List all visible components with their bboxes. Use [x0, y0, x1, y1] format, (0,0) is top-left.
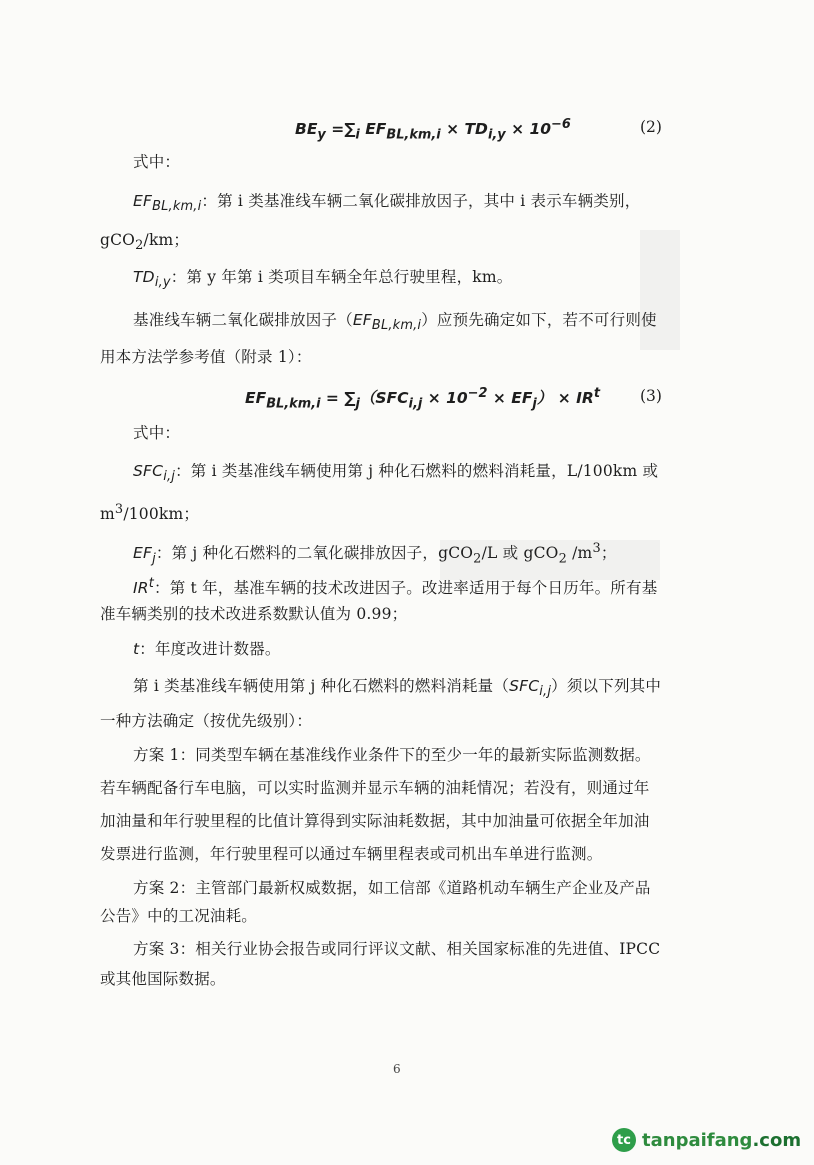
tanpaifang-logo-icon: tc: [612, 1128, 636, 1152]
definition-ef-bl-unit: gCO$_2$/km；: [100, 231, 190, 254]
option2-line2: 公告》中的工况油耗。: [100, 907, 258, 925]
formula-2: $BE_y =\sum_i$ $EF_{BL,km,i} \times TD_{i,y} \times 10^{-6}$: [295, 117, 571, 143]
equation-number-2: (2): [640, 118, 662, 136]
option1-line4: 发票进行监测，年行驶里程可以通过车辆里程表或司机出车单进行监测。: [100, 845, 603, 863]
option3-line2: 或其他国际数据。: [100, 970, 226, 988]
page-number: 6: [393, 1062, 401, 1076]
definition-sfc: $SFC_{i,j}$：第 i 类基准线车辆使用第 j 种化石燃料的燃料消耗量，L/100km 或: [133, 462, 659, 485]
paragraph-sfc-line2: 一种方法确定（按优先级别）：: [100, 712, 313, 730]
option1-line2: 若车辆配备行车电脑，可以实时监测并显示车辆的油耗情况；若没有，则通过年: [100, 779, 650, 797]
definition-ir-line2: 准车辆类别的技术改进系数默认值为 0.99；: [100, 605, 408, 623]
paragraph-baseline-line2: 用本方法学参考值（附录 1）：: [100, 348, 312, 366]
option3-line1: 方案 3：相关行业协会报告或同行评议文献、相关国家标准的先进值、IPCC: [133, 940, 661, 958]
where-label: 式中：: [133, 153, 181, 171]
where-label: 式中：: [133, 424, 181, 442]
definition-ir: $IR^t$：第 t 年，基准车辆的技术改进因子。改进率适用于每个日历年。所有基: [133, 576, 658, 598]
option1-line1: 方案 1：同类型车辆在基准线作业条件下的至少一年的最新实际监测数据。: [133, 746, 651, 764]
paragraph-sfc-line1: 第 i 类基准线车辆使用第 j 种化石燃料的燃料消耗量$(SFC_{i,j})$须以下列其中: [133, 677, 662, 700]
definition-ef-bl: $EF_{BL,km,i}$：第 i 类基准线车辆二氧化碳排放因子，其中 i 表示车辆类别，: [133, 192, 641, 215]
definition-t: t：年度改进计数器。: [133, 640, 281, 658]
definition-td: $TD_{i,y}$：第 y 年第 i 类项目车辆全年总行驶里程，km。: [133, 268, 513, 291]
watermark: [612, 1128, 801, 1152]
watermark-text: tanpaifang.com: [642, 1129, 802, 1151]
formula-3: $EF_{BL,km,i} = \sum_j(SFC_{i,j} \times 10^{-2} \times EF_j) \times IR^t$: [245, 386, 601, 412]
definition-ef-j: $EF_j$：第 j 种化石燃料的二氧化碳排放因子，gCO$_2$/L 或 gCO$_2$ $/m^3$；: [133, 541, 617, 567]
definition-sfc-unit: $m^3/100km$；: [100, 502, 200, 524]
equation-number-3: (3): [640, 387, 662, 405]
option2-line1: 方案 2：主管部门最新权威数据，如工信部《道路机动车辆生产企业及产品: [133, 879, 651, 897]
option1-line3: 加油量和年行驶里程的比值计算得到实际油耗数据，其中加油量可依据全年加油: [100, 812, 650, 830]
paragraph-baseline-line1: 基准线车辆二氧化碳排放因子$(EF_{BL,km,i})$应预先确定如下，若不可行则使: [133, 311, 657, 334]
